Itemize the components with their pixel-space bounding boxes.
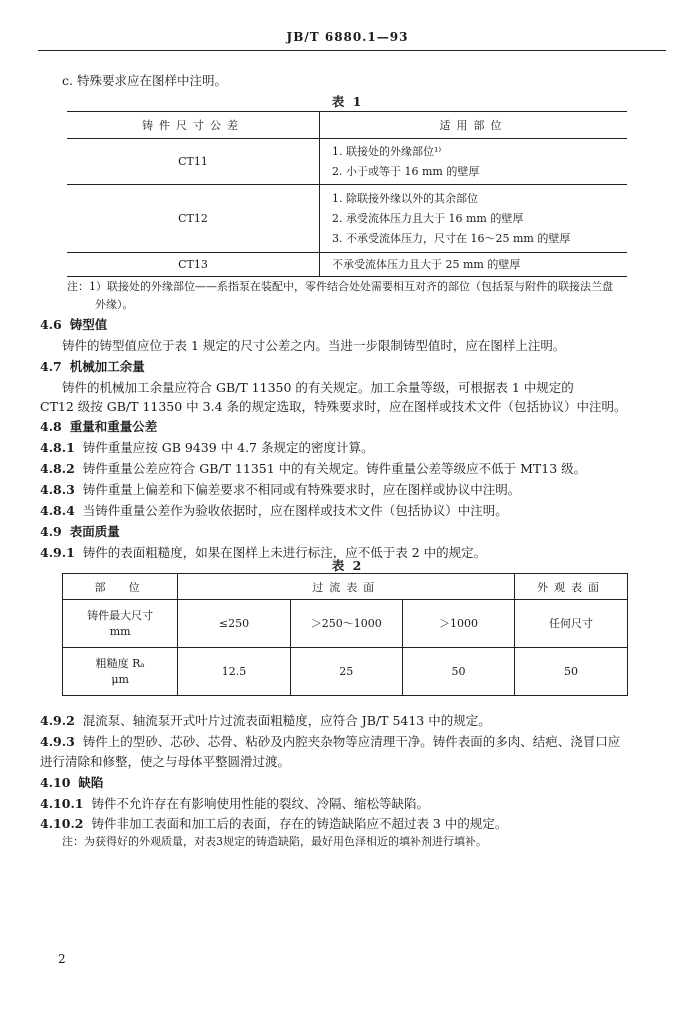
paragraph-4-6: 铸件的铸型值应位于表 1 规定的尺寸公差之内。当进一步限制铸型值时，应在图样上注明。	[62, 338, 566, 353]
clause-number: 4.9.3	[40, 734, 75, 749]
row-label: 铸件最大尺寸	[87, 608, 154, 622]
table-cell: ＞250～1000	[290, 600, 402, 648]
list-item: 1. 联接处的外缘部位¹⁾	[332, 144, 442, 158]
clause-text: 铸件重量应按 GB 9439 中 4.7 条规定的密度计算。	[82, 440, 374, 455]
clause-number: 4.10.2	[40, 816, 84, 831]
header-rule	[38, 50, 666, 51]
table-cell: 任何尺寸	[515, 600, 628, 648]
section-4-9	[40, 524, 120, 539]
table2-header-flow-surface: 过流表面	[178, 574, 515, 600]
table1-header-row	[67, 112, 627, 139]
clause-4-8-2	[40, 461, 586, 476]
table2-label-roughness	[63, 648, 178, 696]
clause-number: 4.10.1	[40, 796, 84, 811]
clause-4-8-4	[40, 503, 508, 518]
table-row	[67, 185, 627, 253]
paragraph-4-9-3-line2: 进行清除和修整，使之与母体平整圆滑过渡。	[40, 754, 291, 769]
paragraph-4-7-line1: 铸件的机械加工余量应符合 GB/T 11350 的有关规定。加工余量等级，可根据表 1 中规定的	[62, 380, 574, 395]
table1-note-line1: 注：1）联接处的外缘部位——系指泵在装配中，零件结合处处需要相互对齐的部位（包括泵与附件的联接法兰盘	[67, 280, 613, 293]
clause-4-9-3	[40, 734, 620, 749]
end-note: 注：为获得好的外观质量，对表3规定的铸造缺陷，最好用色泽相近的填补剂进行填补。	[62, 835, 487, 848]
table-row	[63, 600, 628, 648]
table1-header-tolerance: 铸件尺寸公差	[67, 112, 320, 139]
section-title: 表面质量	[69, 524, 120, 539]
section-number: 4.9	[40, 524, 62, 539]
clause-text: 铸件的表面粗糙度，如果在图样上未进行标注，应不低于表 2 中的规定。	[82, 545, 487, 560]
list-item: 2. 小于或等于 16 mm 的壁厚	[332, 164, 480, 178]
section-title: 缺陷	[78, 775, 104, 790]
table-1	[67, 111, 627, 277]
table2-caption: 表 2	[331, 558, 364, 573]
table2-header-appearance-surface: 外观表面	[515, 574, 628, 600]
clause-number: 4.8.3	[40, 482, 75, 497]
section-4-8	[40, 419, 157, 434]
clause-number: 4.8.4	[40, 503, 75, 518]
clause-text: 混流泵、轴流泵开式叶片过流表面粗糙度，应符合 JB/T 5413 中的规定。	[82, 713, 491, 728]
table1-items-ct12	[320, 185, 628, 253]
clause-4-9-2	[40, 713, 491, 728]
table2-header-location: 部 位	[63, 574, 178, 600]
page-number: 2	[58, 952, 66, 966]
table-row	[67, 139, 627, 185]
clause-4-8-1	[40, 440, 373, 455]
standard-header: JB/T 6880.1—93	[286, 30, 409, 44]
clause-text: 铸件重量上偏差和下偏差要求不相同或有特殊要求时，应在图样或协议中注明。	[82, 482, 521, 497]
table-row	[63, 648, 628, 696]
intro-item: c. 特殊要求应在图样中注明。	[62, 73, 227, 88]
clause-number: 4.9.2	[40, 713, 75, 728]
clause-4-10-2	[40, 816, 507, 831]
section-number: 4.10	[40, 775, 71, 790]
clause-4-10-1	[40, 796, 429, 811]
table2-label-max-size	[63, 600, 178, 648]
table1-grade-ct12: CT12	[67, 185, 320, 253]
list-item: 1. 除联接外缘以外的其余部位	[332, 191, 478, 205]
clause-text: 铸件非加工表面和加工后的表面，存在的铸造缺陷应不超过表 3 中的规定。	[91, 816, 508, 831]
table2-header-row	[63, 574, 628, 600]
section-number: 4.6	[40, 317, 62, 332]
table1-header-location: 适用部位	[320, 112, 628, 139]
table-2	[62, 573, 628, 696]
table-cell: ＞1000	[402, 600, 514, 648]
clause-number: 4.9.1	[40, 545, 75, 560]
row-unit: μm	[111, 672, 129, 686]
section-number: 4.8	[40, 419, 62, 434]
table1-grade-ct13: CT13	[67, 253, 320, 277]
section-4-7	[40, 359, 145, 374]
table1-grade-ct11: CT11	[67, 139, 320, 185]
clause-text: 铸件上的型砂、芯砂、芯骨、粘砂及内腔夹杂物等应清理干净。铸件表面的多肉、结疤、浇冒口应	[82, 734, 621, 749]
section-title: 机械加工余量	[69, 359, 145, 374]
row-unit: mm	[109, 624, 131, 638]
table1-items-ct13	[320, 253, 628, 277]
table1-caption: 表 1	[331, 94, 364, 109]
table-cell: 25	[290, 648, 402, 696]
section-title: 重量和重量公差	[69, 419, 158, 434]
paragraph-4-7-line2: CT12 级按 GB/T 11350 中 3.4 条的规定选取，特殊要求时，应在图样或技术文件（包括协议）中注明。	[40, 399, 627, 414]
section-title: 铸型值	[69, 317, 108, 332]
list-item: 2. 承受流体压力且大于 16 mm 的壁厚	[332, 211, 524, 225]
table-cell: ≤250	[178, 600, 290, 648]
row-label: 粗糙度 Rₐ	[95, 656, 145, 670]
clause-4-8-3	[40, 482, 520, 497]
clause-text: 铸件重量公差应符合 GB/T 11351 中的有关规定。铸件重量公差等级应不低于 MT13 级。	[82, 461, 587, 476]
table-cell: 12.5	[178, 648, 290, 696]
table1-note-line2: 外缘）。	[95, 298, 134, 311]
list-item: 不承受流体压力且大于 25 mm 的壁厚	[332, 257, 521, 271]
table-cell: 50	[515, 648, 628, 696]
clause-number: 4.8.2	[40, 461, 75, 476]
clause-text: 当铸件重量公差作为验收依据时，应在图样或技术文件（包括协议）中注明。	[82, 503, 508, 518]
table1-items-ct11	[320, 139, 628, 185]
section-4-6	[40, 317, 107, 332]
section-number: 4.7	[40, 359, 62, 374]
clause-text: 铸件不允许存在有影响使用性能的裂纹、冷隔、缩松等缺陷。	[91, 796, 429, 811]
table-cell: 50	[402, 648, 514, 696]
list-item: 3. 不承受流体压力，尺寸在 16～25 mm 的壁厚	[332, 231, 571, 245]
section-4-10	[40, 775, 103, 790]
clause-number: 4.8.1	[40, 440, 75, 455]
table-row	[67, 253, 627, 277]
